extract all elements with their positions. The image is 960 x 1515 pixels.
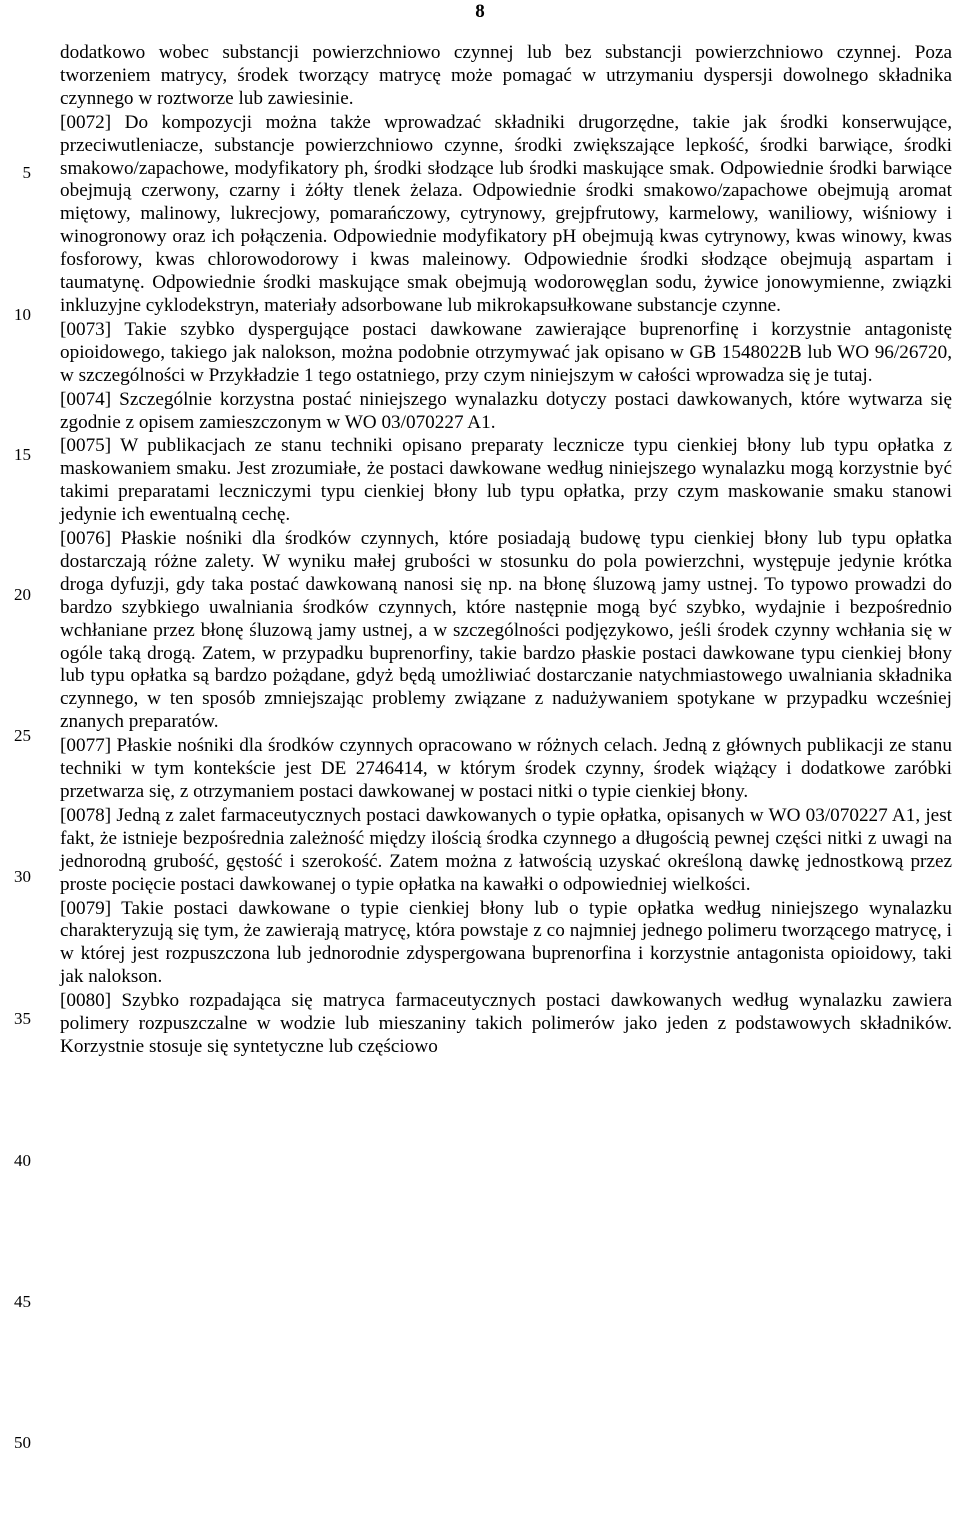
line-number: 20 <box>14 585 31 604</box>
line-number: 25 <box>14 726 31 745</box>
paragraph-number: [0078] <box>60 804 112 826</box>
line-number: 45 <box>14 1292 31 1311</box>
paragraph-text: dodatkowo wobec substancji powierzchniowo czynnej lub bez substancji powierzchniowo czynnej. Poza tworzeniem matrycy, środek tworzący matrycę może pomagać w utrzymaniu dyspersji dowolnego składnika czynnego w roztworze lub zawiesinie. <box>60 42 952 109</box>
paragraph-text: Płaskie nośniki dla środków czynnych opracowano w różnych celach. Jedną z głównych publikacji ze stanu techniki w tym kontekście jest DE 2746414, w którym środek czynny, środek wiążący i dodatkowe zaróbki przetwarza się, z otrzymaniem postaci dawkowanej w postaci nitki o typie cienkiej błony. <box>60 735 952 802</box>
paragraph-number: [0075] <box>60 435 112 457</box>
page-number: 8 <box>475 1 485 22</box>
paragraph-number: [0080] <box>60 990 112 1012</box>
paragraph-text: Takie postaci dawkowane o typie cienkiej błony lub o typie opłatka według niniejszego wynalazku charakteryzują się tym, że zawierają matrycę, która powstaje z co najmniej jednego polimeru tworzącego matrycę, i w której jest rozpuszczona lub jednorodnie zdyspergowana buprenorfina i korzystnie antagonista opioidowy, taki jak nalokson. <box>60 897 952 988</box>
line-number: 10 <box>14 305 31 324</box>
paragraph-number: [0077] <box>60 735 112 757</box>
document-body <box>60 42 952 1060</box>
line-number: 35 <box>14 1009 31 1028</box>
paragraph-text: Jedną z zalet farmaceutycznych postaci dawkowanych o typie opłatka, opisanych w WO 03/070227 A1, jest fakt, że istnieje bezpośrednia zależność między ilością środka czynnego a długością pewnej części nitki z uwagi na jednorodną grubość, gęstość i szerokość. Zatem można z łatwością uzyskać określoną dawkę jednostkową przez proste pocięcie postaci dawkowanej o typie opłatka na kawałki o odpowiedniej wielkości. <box>60 804 952 895</box>
paragraph-number: [0076] <box>60 528 112 550</box>
paragraph-number: [0073] <box>60 318 112 340</box>
line-number: 15 <box>14 445 31 464</box>
paragraph-0074 <box>60 389 952 435</box>
paragraph-0080 <box>60 990 952 1059</box>
paragraph-text: W publikacjach ze stanu techniki opisano preparaty lecznicze typu cienkiej błony lub typu opłatka z maskowaniem smaku. Jest zrozumiałe, że postaci dawkowane według niniejszego wynalazku mogą korzystnie być takimi preparatami leczniczymi typu cienkiej błony lub typu opłatka, przy czym maskowanie smaku stanowi jedynie ich ewentualną cechę. <box>60 435 952 526</box>
paragraph-0077 <box>60 735 952 804</box>
paragraph-text: Szybko rozpadająca się matryca farmaceutycznych postaci dawkowanych według wynalazku zawiera polimery rozpuszczalne w wodzie lub mieszaniny takich polimerów jako jeden z podstawowych składników. Korzystnie stosuje się syntetyczne lub częściowo <box>60 990 952 1057</box>
paragraph-0078 <box>60 805 952 897</box>
line-number: 5 <box>22 163 31 182</box>
line-number: 30 <box>14 867 31 886</box>
paragraph-number: [0074] <box>60 388 112 410</box>
paragraph-text: Płaskie nośniki dla środków czynnych, które posiadają budowę typu cienkiej błony lub typu opłatka dostarczają różne zalety. W wyniku małej grubości w stosunku do pola powierzchni, występuje jedynie krótka droga dyfuzji, gdy taka postać dawkowaną nanosi się np. na błonę śluzową jamy ustnej. To typowo prowadzi do bardzo szybkiego uwalniania środków czynnych, które następnie mogą być szybko, wydajnie i bezpośrednio wchłaniane przez błonę śluzową jamy ustnej, a w szczególności podjęzykowo, jeśli środek czynny wchłania się w ogóle taką drogą. Zatem, w przypadku buprenorfiny, takie bardzo płaskie postaci dawkowane typu cienkiej błony lub typu opłatka są bardzo pożądane, gdyż będą umożliwiać dostarczanie natychmiastowego uwalniania składnika czynnego, w ten sposób zmniejszając problemy związane z nadużywaniem spotykane w przypadku wcześniej znanych preparatów. <box>60 528 952 733</box>
paragraph-0075 <box>60 435 952 527</box>
paragraph-0076 <box>60 528 952 734</box>
paragraph-0072 <box>60 112 952 318</box>
paragraph-number: [0079] <box>60 897 112 919</box>
paragraph-text: Szczególnie korzystna postać niniejszego wynalazku dotyczy postaci dawkowanych, które wytwarza się zgodnie z opisem zamieszczonym w WO 03/070227 A1. <box>60 388 952 433</box>
paragraph-0079 <box>60 898 952 990</box>
paragraph-text: Takie szybko dyspergujące postaci dawkowane zawierające buprenorfinę i korzystnie antagonistę opioidowego, takiego jak nalokson, można podobnie otrzymywać jak opisano w GB 1548022B lub WO 96/26720, w szczególności w Przykładzie 1 tego ostatniego, przy czym niniejszym w całości wprowadza się je tutaj. <box>60 318 952 386</box>
paragraph-text: Do kompozycji można także wprowadzać składniki drugorzędne, takie jak środki konserwujące, przeciwutleniacze, substancje powierzchniowo czynne, środki zwiększające lepkość, środki barwiące, środki smakowo/zapachowe, modyfikatory ph, środki słodzące lub środki maskujące smak. Odpowiednie środki barwiące obejmują czerwony, czarny i żółty tlenek żelaza. Odpowiednie środki smakowo/zapachowe obejmują aromat miętowy, malinowy, lukrecjowy, pomarańczowy, cytrynowy, grejpfrutowy, karmelowy, waniliowy, wiśniowy i winogronowy oraz ich połączenia. Odpowiednie modyfikatory pH obejmują kwas cytrynowy, kwas winowy, kwas fosforowy, kwas chlorowodorowy i kwas maleinowy. Odpowiednie środki słodzące obejmują aspartam i taumatynę. Odpowiednie środki maskujące smak obejmują wodorowęglan sodu, żywice jonowymienne, związki inkluzyjne cyklodekstryn, materiały adsorbowane lub mikrokapsułkowane substancje czynne. <box>60 111 952 316</box>
line-number-gutter <box>0 0 40 1515</box>
paragraph-0073 <box>60 319 952 388</box>
paragraph-continuation <box>60 42 952 111</box>
line-number: 40 <box>14 1151 31 1170</box>
line-number: 50 <box>14 1433 31 1452</box>
paragraph-number: [0072] <box>60 111 112 133</box>
